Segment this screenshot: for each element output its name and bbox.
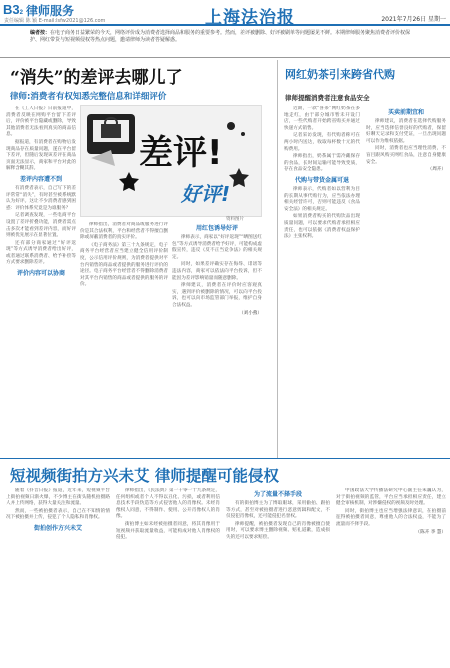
photo-text-small: 好评! xyxy=(181,182,231,206)
column-divider xyxy=(277,60,278,458)
article-2-column-2: 买卖前期宜和 律师建议，消费者在选择代购服务时，应当选择信誉良好的代购者，保留好聊天记录和支付凭证，一旦出现问题可以作为维权依据。 同时，消费者也应当理性消费，不盲目跟风购买网红食品，注意自身健康安全。 （周卉） xyxy=(366,109,446,173)
article-3-column-1: 随着《抖音日报》报道，近年来，短视频平台上街拍视频日渐火爆，不少博主在街头随机拍摄路人并上传网络，获得大量关注和流量。 然而，一些被拍摄者表示，自己在不知情的情况下被拍摄并上传，侵犯了个人隐私和肖像权。 街拍创作方兴未艾 xyxy=(6,488,110,532)
article-1-title: “消失”的差评去哪儿了 xyxy=(10,68,183,88)
editor-note-label: 编者按： xyxy=(30,30,51,36)
page-number: B32 xyxy=(3,2,23,17)
editor-credits: 责任编辑 陈 颖 E-mail:lsfw2021@126.com xyxy=(4,18,106,24)
byline: （陈卉 李 慧） xyxy=(415,529,446,535)
editor-note-text: 在电子商务日益繁荣的今天，网络评价成为消费者选择商品和服务的重要参考。然而，差评被删除、好评被刷单等问题屡见不鲜。本期律师服务聚焦消费者评价权保护、网红带货与短视频侵权等热点问题，邀请律师为读者答疑解惑。 xyxy=(30,30,411,43)
photo-text-big: 差评! xyxy=(139,133,223,173)
article-2-subtitle: 律师提醒消费者注意食品安全 xyxy=(285,94,370,102)
divider xyxy=(0,57,450,58)
article-1-subtitle: 律师:消费者有权知悉完整信息和详细评价 xyxy=(10,92,167,102)
article-3-column-3: 为了流量不择手段 有的街拍博主为了博取眼球，采用偷拍、跟拍等方式，甚至对被拍摄者进行恶意剪辑和配文，不仅侵犯肖像权，还可能侵犯名誉权。 律师提醒，被拍摄者发现自己的肖像被擅自使用时，可以要求博主删除视频、赔礼道歉，造成损失的还可以要求赔偿。 xyxy=(226,491,330,540)
divider xyxy=(0,458,450,459)
subheading: 评价内容可以协商 xyxy=(16,270,65,278)
article-2-column-1: 近期，一款“喜茶”网红奶茶在多地走红，由于部分城市暂未开设门店，一些代购者开始跨省购买并通过快递方式销售。 记者采访发现，有代购者称可在两小时内送达，收取每杯数十元的代购费用。 律师指出，奶茶属于需冷藏保存的食品，长时间运输可能导致变质，存在食品安全隐患。 代购与带货金属可退 律师表示，代购者如以营利为目的长期从事代购行为，应当依法办理相关经营许可，否则可能违反《食品安全法》的相关规定。 如果消费者购买的代购饮品出现质量问题，可以要求代购者承担相应责任，也可以依据《消费者权益保护法》主张权利。 xyxy=(284,106,360,240)
article-1-photo xyxy=(80,105,262,217)
subheading: 差评内容遭不到 xyxy=(19,175,62,183)
subheading: 买卖前期宜和 xyxy=(387,109,424,116)
article-3-column-2: 律师指出，《民法典》第一千零一十九条规定，任何组织或者个人不得以丑化、污损，或者利用信息技术手段伪造等方式侵害他人的肖像权。未经肖像权人同意，不得制作、使用、公开肖像权人的肖像。 街拍博主如未经被拍摄者同意，将其肖像用于短视频并获取流量收益，可能构成对他人肖像权的侵犯。 xyxy=(116,488,220,541)
article-2-title: 网红奶茶引来跨省代购 xyxy=(285,68,395,81)
issue-date: 2021年7月26日 星期一 xyxy=(381,16,446,23)
byline: （刘小燕） xyxy=(239,310,262,316)
subheading: 代购与带货金属可退 xyxy=(294,176,349,184)
article-3-title: 短视频街拍方兴未艾 律师提醒可能侵权 xyxy=(10,466,279,485)
newspaper-masthead: 上海法治报 xyxy=(205,8,295,28)
byline: （周卉） xyxy=(427,167,446,173)
article-1-column-3: 用红包诱导好评 律师表示，商家以“好评返现”“晒图送红包”等方式诱导消费者给予好评，可能构成虚假宣传，违反《反不正当竞争法》的相关规定。 同时，如果差评确实存在侮辱、诽谤等违法内容，商家可以依法向平台投诉，但不能因为差评影响销量而随意删除。 律师建议，消费者在评价时应客观真实，遇到评价被删除的情况，可以向平台投诉，也可以向市场监管部门举报，维护自身合法权益。 （刘小燕） xyxy=(172,225,262,316)
photo-credit: 资料图片 xyxy=(226,217,244,222)
article-3-column-4: 中国政法大学传播法研究中心副主任朱巍认为，对于街拍视频的监管，平台应当承担相应责任，建立健全审核机制，对涉嫌侵权的视频及时处理。 同时，街拍博主也应当增强法律意识，在拍摄前征得被拍摄者同意，尊重他人的合法权益，不能为了流量而不择手段。 （陈卉 李 慧） xyxy=(336,488,446,535)
subheading: 街拍创作方兴未艾 xyxy=(33,524,82,532)
article-1-column-1: 在《工人日报》日前报道中，消费者反映在网购平台留下差评后，评价被平台隐藏或删除，导致其他消费者无法看到真实的商品信息。 据报道，有消费者在购物后发现商品存在质量问题，遂在平台留下差评，但随后发现该差评在商品页面无法显示，商家和平台对此的解释含糊其辞。 差评内容遭不到 有消费者表示，自己写下的差评常常“消失”，有时甚至被系统默认为好评。这让不少消费者感到困惑：评价体系究竟是为谁服务？ 记者调查发现，一些电商平台设置了差评折叠功能，消费者需点击多次才能看到差评内容，而好评则被优先展示在显著位置。 还有部分商家通过“好评返现”等方式诱导消费者给出好评，或者通过联系消费者、给予补偿等方式要求删除差评。 评价内容可以协商 xyxy=(6,106,76,278)
article-1-column-2: 律师指出，消费者对商品或服务进行评价是其合法权利，平台和经营者不得擅自删除或屏蔽消费者的真实评价。 《电子商务法》第三十九条规定，电子商务平台经营者应当建立健全信用评价制度，公示信用评价规则，为消费者提供对平台内销售的商品或者提供的服务进行评价的途径。电子商务平台经营者不得删除消费者对其平台内销售的商品或者提供的服务的评价。 xyxy=(80,222,168,288)
photo-illustration xyxy=(81,106,262,217)
page-header xyxy=(0,0,450,26)
editor-note xyxy=(30,30,420,44)
subheading: 为了流量不择手段 xyxy=(253,491,302,498)
section-title: 律师服务 xyxy=(26,4,75,18)
subheading: 用红包诱导好评 xyxy=(195,225,238,232)
